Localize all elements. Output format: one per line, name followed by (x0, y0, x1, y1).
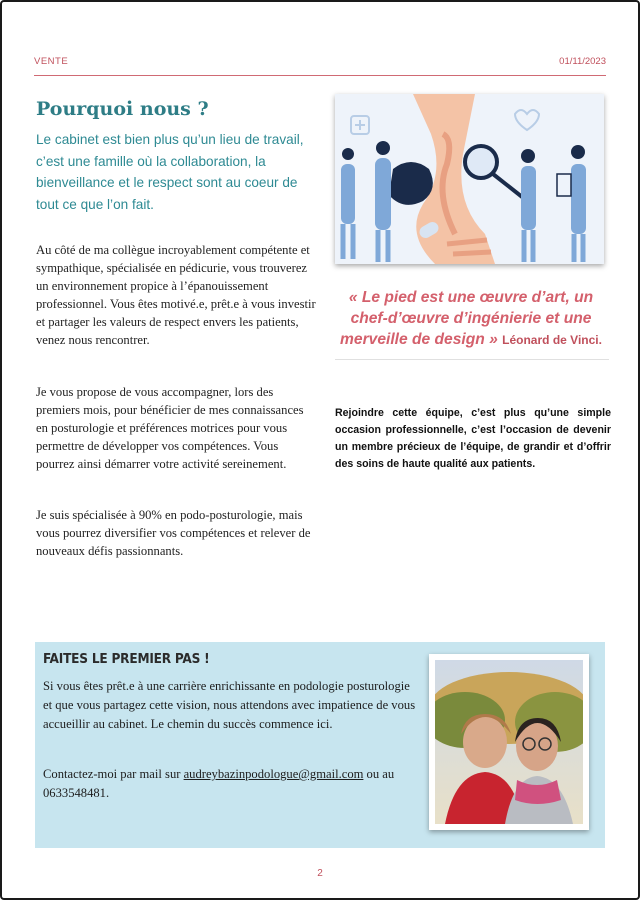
contact-line (43, 765, 418, 803)
paragraph-colleague: Au côté de ma collègue incroyablement compétente et sympathique, spécialisée en pédicurie, vous trouverez un environnement propice à l’épanouissement professionnel. Vous êtes motivé.e, prêt.e à vous investir et partager les valeurs de respect envers les patients, venez nous rencontrer. (36, 243, 316, 347)
contact-suffix: ou au 0633548481. (43, 767, 395, 800)
quote-block (330, 287, 612, 351)
cta-title: FAITES LE PREMIER PAS ! (43, 651, 210, 667)
page-number: 2 (317, 868, 323, 879)
quote-divider (335, 359, 609, 360)
quote-text: « Le pied est une œuvre d’art, un chef-d’œuvre d’ingénierie et une merveille de design » (340, 289, 594, 348)
join-team-text: Rejoindre cette équipe, c’est plus qu’une simple occasion professionnelle, c’est l’occasion de devenir un membre précieux de l’équipe, de grandir et d’offrir des soins de haute qualité aux patients. (335, 407, 611, 470)
paragraph-support: Je vous propose de vous accompagner, lors des premiers mois, pour bénéficier de mes connaissances en posturologie et préférences motrices pour vous permettre de développer vos compétences. Vous pourrez ainsi démarrer votre activité sereinement. (36, 385, 304, 471)
header-section-label: VENTE (34, 56, 69, 67)
quote-author: Léonard de Vinci. (502, 333, 602, 347)
cta-text: Si vous êtes prêt.e à une carrière enrichissante en podologie posturologie et que vous partagez cette vision, nous attendons avec impatience de vous accueillir au cabinet. Le chemin du succès commence ici. (43, 679, 416, 731)
page-header (34, 54, 606, 76)
team-photo (429, 654, 589, 830)
header-date: 01/11/2023 (559, 56, 606, 67)
contact-prefix: Contactez-moi par mail sur (43, 767, 184, 781)
email-link[interactable]: audreybazinpodologue@gmail.com (183, 767, 364, 781)
podiatry-illustration (335, 94, 604, 264)
section-title: Pourquoi nous ? (36, 98, 209, 120)
intro-text: Le cabinet est bien plus qu’un lieu de travail, c’est une famille où la collaboration, la bienveillance et le respect sont au coeur de tout ce que l’on fait. (36, 132, 304, 212)
paragraph-specialty: Je suis spécialisée à 90% en podo-posturologie, mais vous pourrez diversifier vos compétences et relever de nouveaux défis passionnants. (36, 508, 311, 558)
